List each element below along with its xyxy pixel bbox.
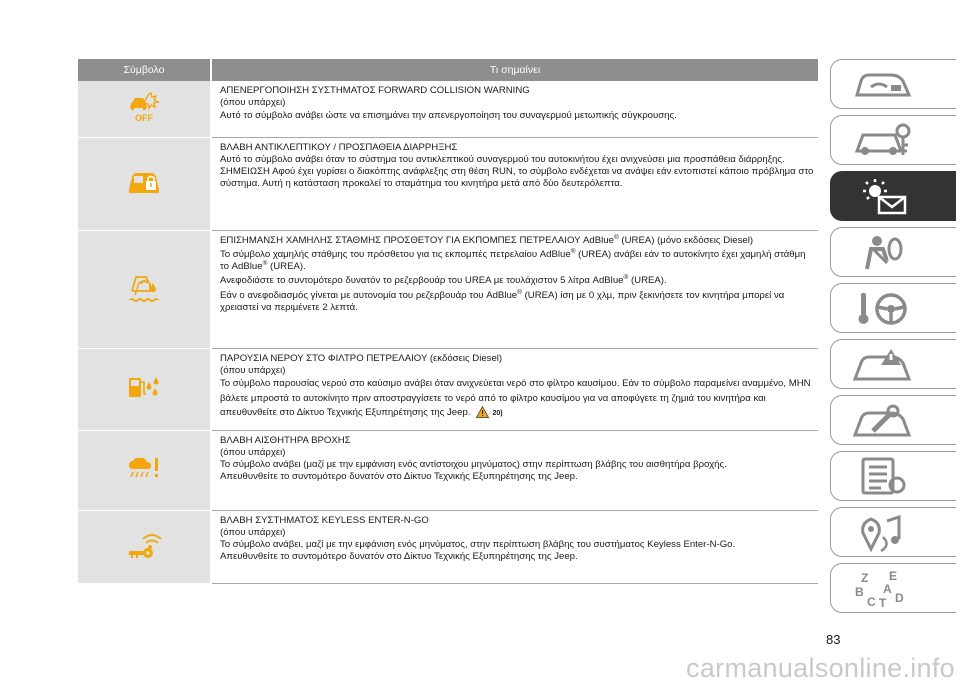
warning-lights-messages-icon xyxy=(851,177,915,217)
page-number: 83 xyxy=(826,632,841,647)
header-symbol: Σύμβολο xyxy=(78,59,211,81)
registered-mark: ® xyxy=(623,274,629,282)
symbol-cell xyxy=(78,230,211,348)
row-text: Το σύμβολο ανάβει (μαζί με την εμφάνιση ενός αντίστοιχου μηνύματος) στην περίπτωση βλάβης του αισθητήρα βροχής. xyxy=(220,459,727,471)
row-text: Ανεφοδιάστε το συντομότερο δυνατόν το ρεζερβουάρ του UREA με τουλάχιστον 5 λίτρα AdBlue® (UREA). xyxy=(220,274,667,287)
tab-getting-to-know[interactable] xyxy=(830,115,956,165)
symbol-cell xyxy=(78,81,211,137)
symbol-cell xyxy=(78,348,211,430)
symbol-cell xyxy=(78,137,211,230)
index-letter: T xyxy=(879,596,887,609)
tab-safety[interactable] xyxy=(830,227,956,277)
row-text: Αυτό το σύμβολο ανάβει ώστε να επισημάνει την απενεργοποίηση του συναγερμού μετωπικής σύγκρουσης. xyxy=(220,109,677,121)
technical-data-list-icon xyxy=(851,457,915,497)
registered-mark: ® xyxy=(262,259,268,267)
index-letter: B xyxy=(855,585,864,599)
water-in-fuel-filter-icon xyxy=(126,374,162,400)
header-meaning: Τι σημαίνει xyxy=(211,59,818,81)
adblue-level-icon xyxy=(126,269,162,305)
table-row xyxy=(78,230,818,348)
index-letters-icon xyxy=(851,569,915,609)
reference-number: 20) xyxy=(492,410,503,418)
table-row xyxy=(78,510,818,583)
registered-mark: ® xyxy=(517,288,522,296)
symbols-table xyxy=(78,59,818,584)
steering-wheel-driving-icon xyxy=(851,289,915,329)
chapter-tabs xyxy=(830,59,956,619)
index-letter: A xyxy=(883,582,892,596)
row-title: ΒΛΑΒΗ ΑΙΣΘΗΤΗΡΑ ΒΡΟΧΗΣ xyxy=(220,434,351,446)
row-note: (όπου υπάρχει) xyxy=(220,446,286,458)
row-note: (όπου υπάρχει) xyxy=(220,97,286,109)
collision-warning-off-icon xyxy=(127,89,161,123)
tab-maintenance[interactable] xyxy=(830,395,956,445)
index-letter: D xyxy=(895,591,904,605)
row-title: ΒΛΑΒΗ ΣΥΣΤΗΜΑΤΟΣ KEYLESS ENTER-N-GO xyxy=(220,514,429,526)
multimedia-icon xyxy=(851,513,915,553)
index-letter: C xyxy=(867,595,876,609)
tab-emergency[interactable] xyxy=(830,339,956,389)
row-text: Απευθυνθείτε το συντομότερο δυνατόν στο Δίκτυο Τεχνικής Εξυπηρέτησης της Jeep. xyxy=(220,551,578,563)
symbol-cell xyxy=(78,430,211,510)
registered-mark: ® xyxy=(570,247,576,255)
row-text: Αυτό το σύμβολο ανάβει όταν το σύστημα του αντικλεπτικού συναγερμού του αυτοκινήτου έχει ανιχνεύσει μια προσπάθεια διάρρηξης. xyxy=(220,153,785,165)
tab-warning-lights[interactable] xyxy=(830,171,956,221)
description-cell xyxy=(211,137,818,230)
maintenance-wrench-icon xyxy=(851,401,915,441)
row-note: (όπου υπάρχει) xyxy=(220,526,286,538)
table-row xyxy=(78,137,818,230)
watermark: carmanualsonline.info xyxy=(686,653,955,683)
description-cell xyxy=(211,430,818,510)
table-row xyxy=(78,348,818,430)
index-letter: E xyxy=(889,569,898,583)
tab-starting-driving[interactable] xyxy=(830,283,956,333)
row-text: Το σύμβολο παρουσίας νερού στο καύσιμο ανάβει όταν ανιχνεύεται νερό στο φίλτρο καυσίμου. Εάν το σύμβολο παραμείνει αναμμένο, ΜΗΝ βάλετε μπροστά το αυτοκίνητο πριν αποστραγγίσετε το νερό από το φίλτρο καυσίμου για να αποφύγετε τη ζημιά του κινητήρα και απευθυνθείτε στο Δίκτυο Τεχνικής Εξυπηρέτησης της Jeep. 20) xyxy=(220,378,811,419)
description-cell xyxy=(211,348,818,430)
table-row xyxy=(78,81,818,137)
car-key-icon xyxy=(851,121,915,161)
row-title: ΑΠΕΝΕΡΓΟΠΟΙΗΣΗ ΣΥΣΤΗΜΑΤΟΣ FORWARD COLLISION WARNING xyxy=(220,85,530,96)
row-note: ΣΗΜΕΙΩΣΗ Αφού έχει γυρίσει ο διακόπτης ανάφλεξης στη θέση RUN, το σύμβολο ενδέχεται να ανάψει εάν εντοπιστεί κάποιο πρόβλημα στο σύστημα. Αυτή η κατάσταση προκαλεί το σταμάτημα του κινητήρα μετά από δύο δευτερόλεπτα. xyxy=(220,166,814,190)
safety-airbag-icon xyxy=(851,233,915,273)
tab-multimedia[interactable] xyxy=(830,507,956,557)
off-label: OFF xyxy=(135,113,153,124)
breakdown-icon xyxy=(851,345,915,385)
registered-mark: ® xyxy=(613,233,619,241)
tab-technical-data[interactable] xyxy=(830,451,956,501)
table-row xyxy=(78,430,818,510)
row-text: Εάν ο ανεφοδιασμός γίνεται με αυτονομία του ρεζερβουάρ του AdBlue® (UREA) ίση με 0 χλμ, πριν ξεκινήσετε τον κινητήρα μπορεί να χρειαστεί να περιμένετε 2 λεπτά. xyxy=(220,288,785,313)
keyless-fault-icon xyxy=(126,529,162,559)
description-cell xyxy=(211,510,818,583)
row-title: ΠΑΡΟΥΣΙΑ ΝΕΡΟΥ ΣΤΟ ΦΙΛΤΡΟ ΠΕΤΡΕΛΑΙΟΥ (εκδόσεις Diesel) xyxy=(220,352,503,364)
tab-index[interactable] xyxy=(830,563,956,613)
row-title: ΒΛΑΒΗ ΑΝΤΙΚΛΕΠΤΙΚΟΥ / ΠΡΟΣΠΑΘΕΙΑ ΔΙΑΡΡΗΞΗΣ xyxy=(220,141,458,153)
alarm-fault-icon xyxy=(126,167,162,195)
row-text: Το σύμβολο ανάβει, μαζί με την εμφάνιση ενός μηνύματος, στην περίπτωση βλάβης του συστήματος Keyless Enter-N-Go. xyxy=(220,539,736,551)
tab-dashboard[interactable] xyxy=(830,59,956,109)
index-letter: Z xyxy=(861,571,869,585)
row-title: ΕΠΙΣΗΜΑΝΣΗ ΧΑΜΗΛΗΣ ΣΤΑΘΜΗΣ ΠΡΟΣΘΕΤΟΥ ΓΙΑ ΕΚΠΟΜΠΕΣ ΠΕΤΡΕΛΑΙΟΥ AdBlue® (UREA) (μόνο εκδόσεις Diesel) xyxy=(220,233,754,246)
description-cell xyxy=(211,230,818,348)
warning-triangle-icon xyxy=(476,406,489,418)
rain-sensor-fault-icon xyxy=(126,455,162,481)
row-note: (όπου υπάρχει) xyxy=(220,364,286,376)
car-dashboard-icon xyxy=(851,65,915,105)
table-header-row xyxy=(78,59,818,81)
symbol-cell xyxy=(78,510,211,583)
row-text: Το σύμβολο χαμηλής στάθμης του πρόσθετου για τις εκπομπές πετρελαίου AdBlue® (UREA) ανάβει εάν το αυτοκίνητο έχει χαμηλή στάθμη το AdBlue® (UREA). xyxy=(220,247,806,273)
description-cell xyxy=(211,81,818,137)
row-text: Απευθυνθείτε το συντομότερο δυνατόν στο Δίκτυο Τεχνικής Εξυπηρέτησης της Jeep. xyxy=(220,471,578,483)
